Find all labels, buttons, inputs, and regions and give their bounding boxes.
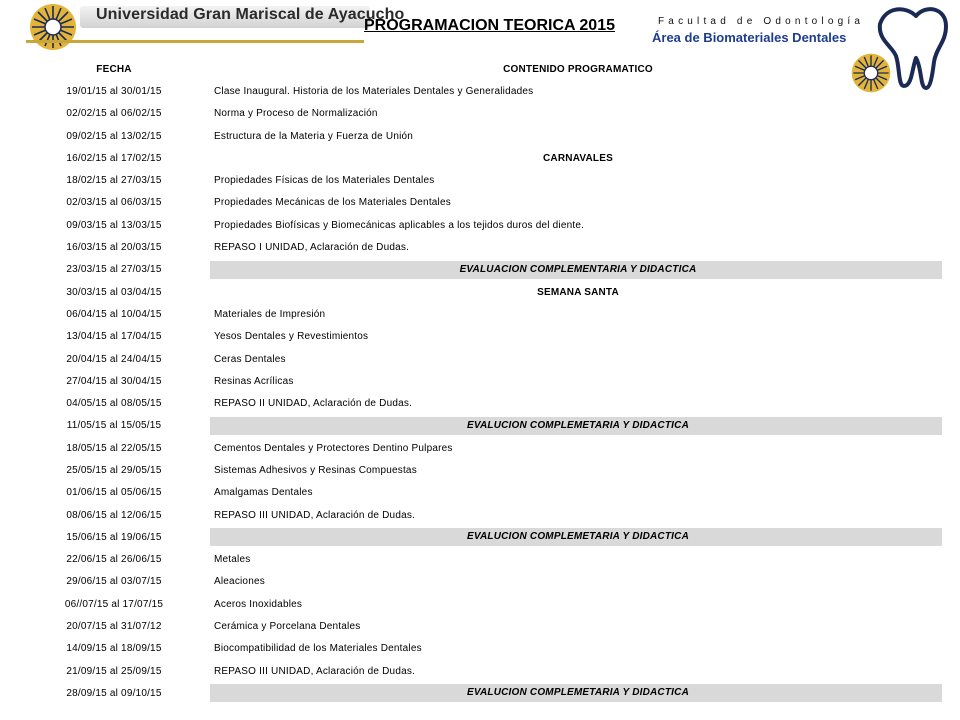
table-row [18,392,942,414]
row-date: 16/02/15 al 17/02/15 [66,152,162,164]
row-content: Aceros Inoxidables [214,598,303,610]
table-row [18,348,942,370]
table-row [18,571,942,593]
row-content: Biocompatibilidad de los Materiales Dentales [214,643,422,655]
table-row [18,236,942,258]
header-divider [26,40,364,43]
row-date: 27/04/15 al 30/04/15 [66,375,162,387]
table-row [18,326,942,348]
faculty-name: Facultad de Odontología [658,16,865,27]
row-date: 06//07/15 al 17/07/15 [64,598,164,610]
table-row [18,192,942,214]
row-content: REPASO II UNIDAD, Aclaración de Dudas. [214,398,413,410]
row-date: 20/07/15 al 31/07/12 [66,621,162,633]
row-content: REPASO III UNIDAD, Aclaración de Dudas. [214,509,416,521]
row-date: 29/06/15 al 03/07/15 [66,576,162,588]
row-date: 04/05/15 al 08/05/15 [66,398,162,410]
row-date: 18/05/15 al 22/05/15 [66,442,162,454]
table-row [18,482,942,504]
row-date: 25/05/15 al 29/05/15 [66,464,162,476]
row-date: 01/06/15 al 05/06/15 [66,487,162,499]
row-content: Sistemas Adhesivos y Resinas Compuestas [214,464,417,476]
table-row [18,504,942,526]
row-date: 02/02/15 al 06/02/15 [66,108,162,120]
row-content: Materiales de Impresión [214,308,326,320]
row-evaluation: EVALUCION COMPLEMETARIA Y DIDACTICA [210,684,942,702]
header-content: CONTENIDO PROGRAMATICO [503,63,653,75]
row-date: 13/04/15 al 17/04/15 [66,331,162,343]
row-content: REPASO I UNIDAD, Aclaración de Dudas. [214,242,410,254]
table-row [18,259,942,281]
table-row [18,80,942,102]
row-date: 22/06/15 al 26/06/15 [66,554,162,566]
row-content: Amalgamas Dentales [214,487,313,499]
table-row [18,303,942,325]
table-row [18,169,942,191]
row-content: Propiedades Físicas de los Materiales Dentales [214,175,435,187]
row-date: 18/02/15 al 27/03/15 [66,175,162,187]
row-date: 20/04/15 al 24/04/15 [66,353,162,365]
table-row [18,415,942,437]
row-content: Ceras Dentales [214,353,286,365]
row-content: Cerámica y Porcelana Dentales [214,621,361,633]
row-date: 14/09/15 al 18/09/15 [66,643,162,655]
row-date: 23/03/15 al 27/03/15 [66,264,162,276]
row-date: 30/03/15 al 03/04/15 [66,286,162,298]
table-row [18,638,942,660]
row-date: 21/09/15 al 25/09/15 [66,665,162,677]
row-date: 16/03/15 al 20/03/15 [66,242,162,254]
row-date: 08/06/15 al 12/06/15 [66,509,162,521]
table-body [18,80,942,704]
table-header-row [18,58,942,80]
row-content: Clase Inaugural. Historia de los Materiales Dentales y Generalidades [214,85,534,97]
row-date: 09/03/15 al 13/03/15 [66,219,162,231]
row-date: 19/01/15 al 30/01/15 [66,85,162,97]
row-content: REPASO III UNIDAD, Aclaración de Dudas. [214,665,416,677]
page-title: PROGRAMACION TEORICA 2015 [364,17,615,34]
row-content: SEMANA SANTA [537,286,619,298]
row-date: 09/02/15 al 13/02/15 [66,130,162,142]
row-content: Estructura de la Materia y Fuerza de Unión [214,130,414,142]
row-content: Yesos Dentales y Revestimientos [214,331,369,343]
row-date: 15/06/15 al 19/06/15 [66,531,162,543]
row-date: 11/05/15 al 15/05/15 [66,420,162,432]
row-date: 06/04/15 al 10/04/15 [66,308,162,320]
table-row [18,593,942,615]
row-date: 28/09/15 al 09/10/15 [66,687,162,699]
table-row [18,147,942,169]
table-row [18,660,942,682]
table-row [18,214,942,236]
row-content: CARNAVALES [543,152,613,164]
table-row [18,615,942,637]
row-content: Propiedades Biofísicas y Biomecánicas aplicables a los tejidos duros del diente. [214,219,585,231]
row-date: 02/03/15 al 06/03/15 [66,197,162,209]
row-evaluation: EVALUACION COMPLEMENTARIA Y DIDACTICA [210,261,942,279]
table-row [18,370,942,392]
table-row [18,526,942,548]
row-content: Aleaciones [214,576,265,588]
row-content: Propiedades Mecánicas de los Materiales Dentales [214,197,451,209]
table-row [18,281,942,303]
row-content: Metales [214,554,251,566]
table-row [18,125,942,147]
row-evaluation: EVALUCION COMPLEMETARIA Y DIDACTICA [210,417,942,435]
schedule-table [18,58,942,705]
table-row [18,549,942,571]
row-content: Cementos Dentales y Protectores Dentino Pulpares [214,442,453,454]
university-seal-icon [28,2,78,52]
table-row [18,682,942,704]
header-date: FECHA [96,63,132,75]
table-row [18,459,942,481]
row-content: Resinas Acrílicas [214,375,294,387]
university-name: Universidad Gran Mariscal de Ayacucho [96,6,405,23]
row-content: Norma y Proceso de Normalización [214,108,378,120]
page-header [0,0,960,60]
row-evaluation: EVALUCION COMPLEMETARIA Y DIDACTICA [210,528,942,546]
area-name: Área de Biomateriales Dentales [652,30,847,45]
table-row [18,103,942,125]
table-row [18,437,942,459]
